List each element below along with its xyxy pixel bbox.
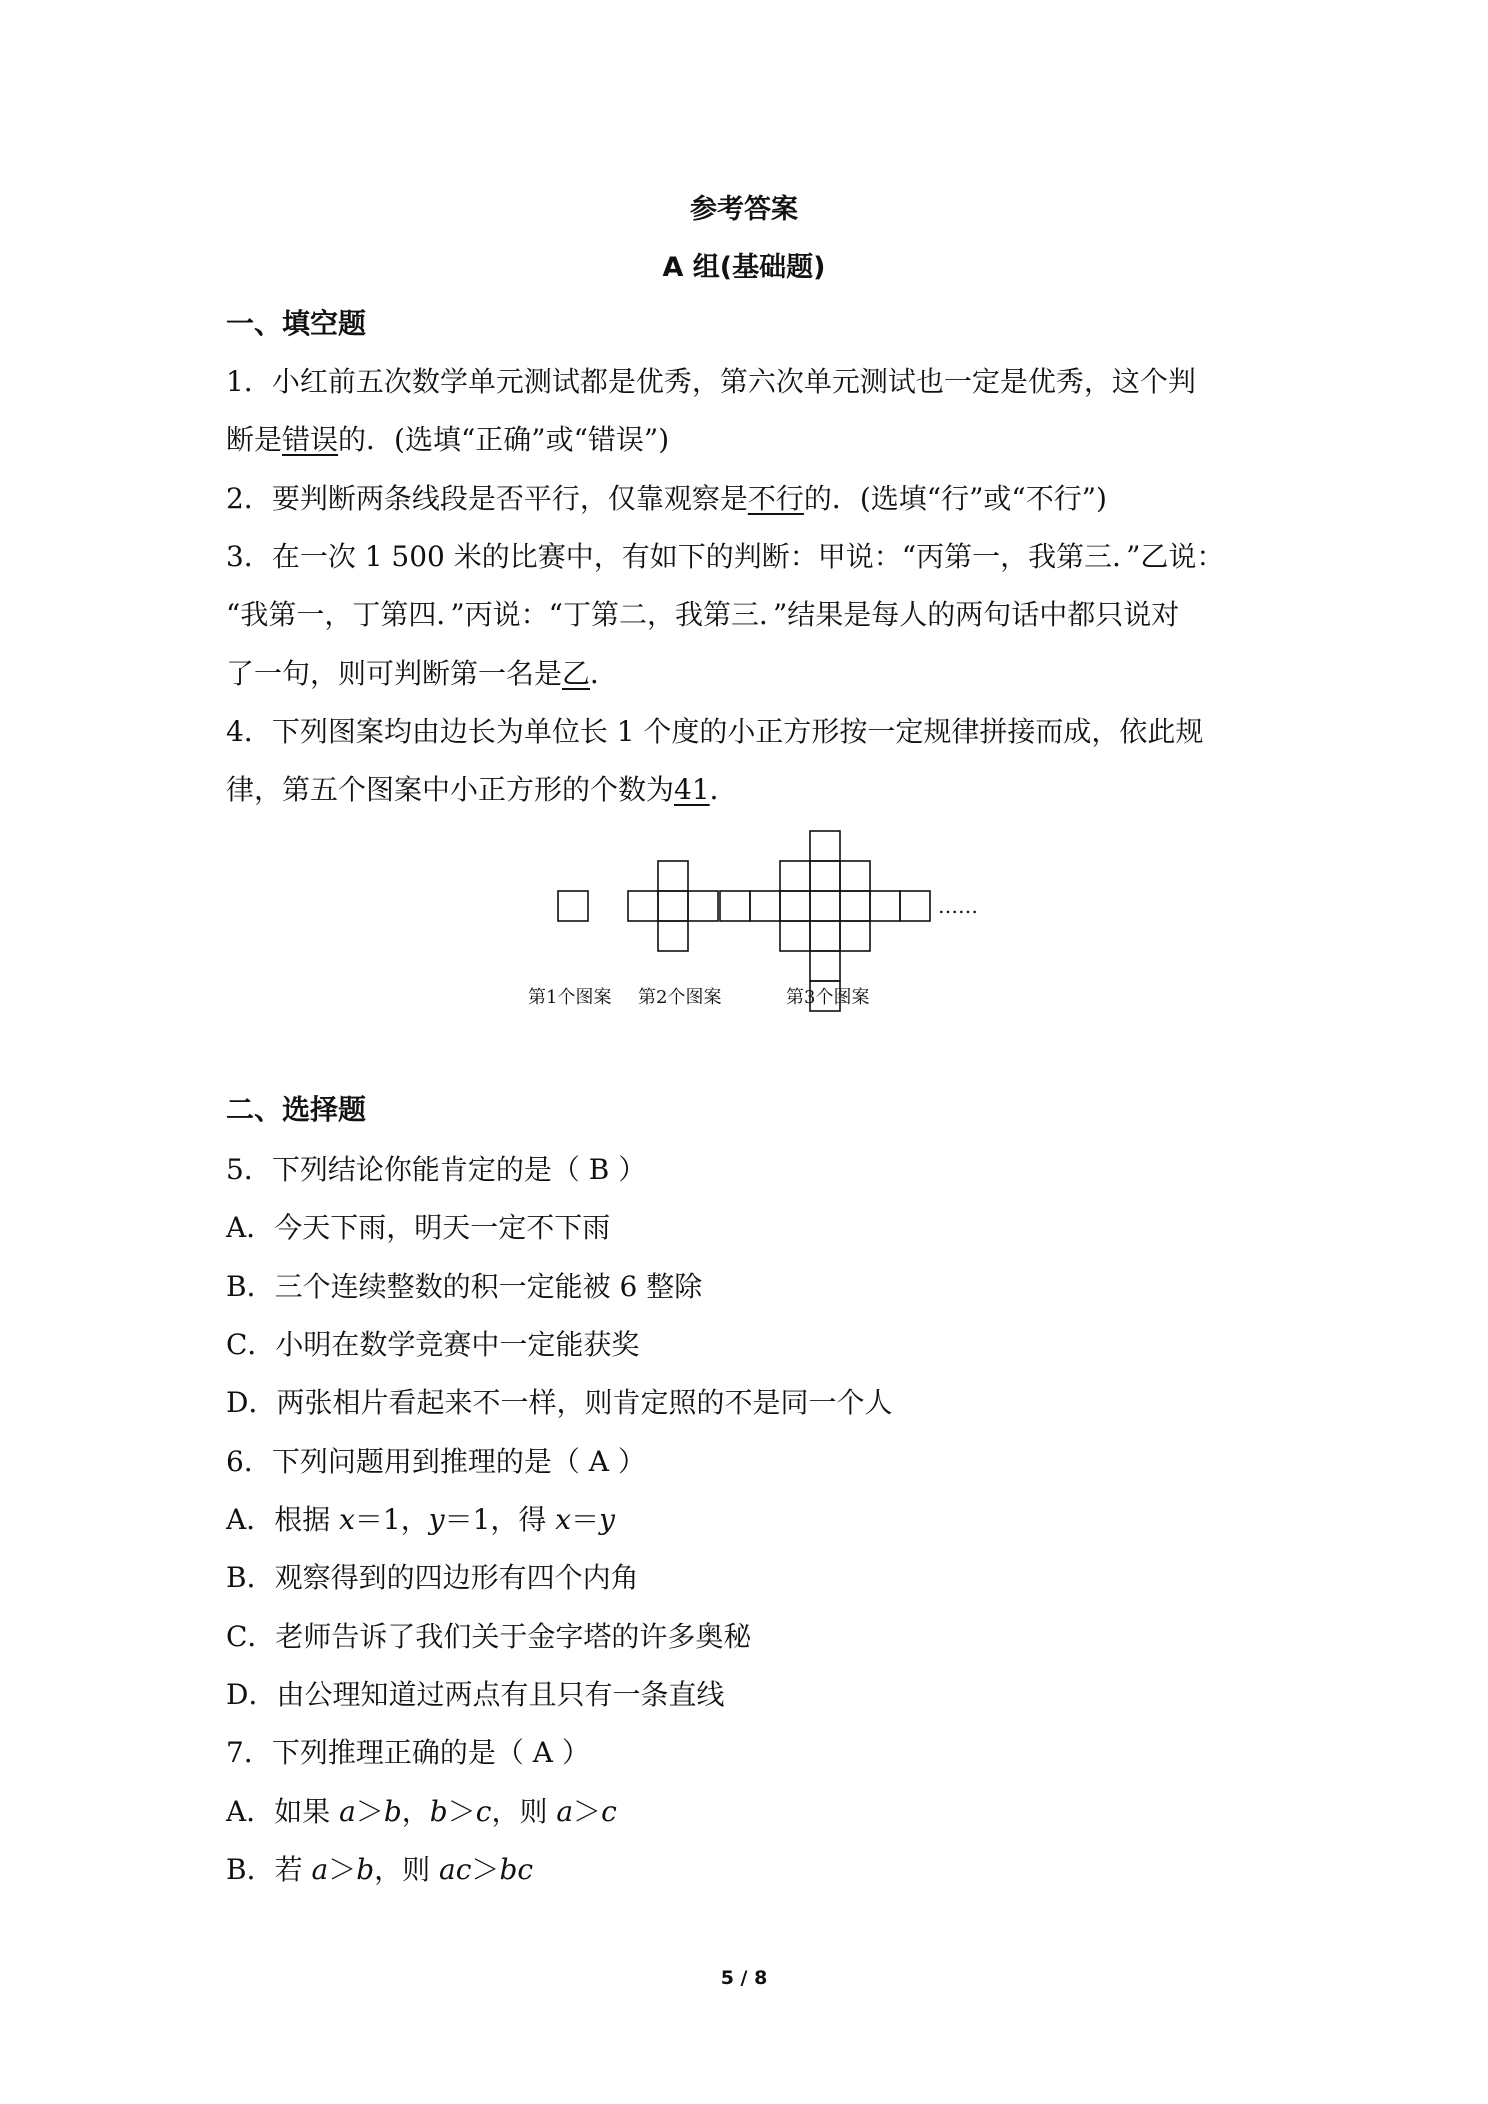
q7-a-gt-2: ＞ [447, 1795, 476, 1828]
q7-stem: 7．下列推理正确的是（ A ） [226, 1736, 590, 1769]
page-title: 参考答案 [690, 194, 798, 225]
q2-answer: 不行 [747, 482, 804, 515]
q6-a-text-1: A．根据 [226, 1503, 340, 1536]
q3-text-pre: 了一句，则可判断第一名是 [226, 657, 563, 690]
q5-option-d: D．两张相片看起来不一样，则肯定照的不是同一个人 [226, 1386, 893, 1419]
q7-a-gt-3: ＞ [573, 1795, 602, 1828]
q7-b-var-ac: ac [439, 1853, 472, 1886]
q3-line-1: 3．在一次 1 500 米的比赛中，有如下的判断：甲说：“丙第一，我第三．”乙说： [226, 540, 1225, 573]
figure-caption-1: 第1个图案 [528, 987, 612, 1008]
section-heading-multiple-choice: 二、选择题 [226, 1093, 367, 1126]
q7-a-then: ，则 [491, 1795, 557, 1828]
q1-text-pre: 断是 [226, 423, 283, 456]
q2-text-post: 的．(选填“行”或“不行”) [803, 482, 1107, 515]
q7-a-var-b2: b [429, 1795, 448, 1828]
q1-answer: 错误 [282, 423, 339, 456]
pattern-3 [720, 831, 930, 1011]
q7-a-var-a: a [339, 1795, 356, 1828]
q5-stem: 5．下列结论你能肯定的是（ B ） [226, 1153, 647, 1186]
page-number: 5 / 8 [720, 1967, 768, 1989]
q7-a-comma: ， [401, 1795, 430, 1828]
pattern-1 [558, 891, 588, 921]
q1-line-2 [226, 420, 669, 460]
q7-b-text-1: B．若 [226, 1853, 312, 1886]
q4-text-pre: 律，第五个图案中小正方形的个数为 [226, 773, 675, 806]
q7-option-a [226, 1792, 617, 1832]
q7-b-gt-1: ＞ [328, 1853, 357, 1886]
q6-a-var-x: x [339, 1503, 355, 1536]
q7-b-var-b: b [356, 1853, 375, 1886]
q2-line [226, 479, 1107, 519]
q7-a-var-c: c [475, 1795, 492, 1828]
q7-a-var-c2: c [601, 1795, 617, 1828]
q3-line-3 [226, 654, 618, 694]
q5-option-c: C．小明在数学竞赛中一定能获奖 [226, 1328, 640, 1361]
q4-text-post: ． [709, 773, 738, 806]
q7-b-var-a: a [311, 1853, 329, 1886]
q6-a-var-y: y [428, 1503, 445, 1536]
q5-option-a: A．今天下雨，明天一定不下雨 [226, 1211, 611, 1244]
q4-line-1: 4．下列图案均由边长为单位长 1 个度的小正方形按一定规律拼接而成，依此规 [226, 715, 1204, 748]
q6-option-d: D．由公理知道过两点有且只有一条直线 [226, 1678, 725, 1711]
q7-b-gt-2: ＞ [471, 1853, 500, 1886]
q6-option-b: B．观察得到的四边形有四个内角 [226, 1561, 639, 1594]
q3-text-post: ． [590, 657, 619, 690]
q4-line-2 [226, 770, 738, 810]
q7-b-then: ，则 [374, 1853, 440, 1886]
q1-line-1: 1．小红前五次数学单元测试都是优秀，第六次单元测试也一定是优秀，这个判 [226, 365, 1196, 398]
group-title: A 组(基础题) [662, 252, 826, 283]
q3-line-2: “我第一，丁第四．”丙说：“丁第二，我第三．”结果是每人的两句话中都只说对 [226, 598, 1180, 631]
q6-a-text-3: ＝1，得 [444, 1503, 556, 1536]
figure-caption-3: 第3个图案 [786, 987, 870, 1008]
q6-stem: 6．下列问题用到推理的是（ A ） [226, 1445, 646, 1478]
q4-answer: 41 [674, 773, 710, 806]
q3-answer: 乙 [562, 657, 591, 690]
q1-text-post: 的．(选填“正确”或“错误”) [338, 423, 670, 456]
q7-b-var-bc: bc [499, 1853, 534, 1886]
q5-option-b: B．三个连续整数的积一定能被 6 整除 [226, 1270, 703, 1303]
q6-option-c: C．老师告诉了我们关于金字塔的许多奥秘 [226, 1620, 752, 1653]
q7-option-b [226, 1850, 533, 1890]
q2-text-pre: 2．要判断两条线段是否平行，仅靠观察是 [226, 482, 748, 515]
q6-a-text-4: ＝ [571, 1503, 600, 1536]
pattern-1-square [558, 891, 588, 921]
q6-option-a [226, 1500, 615, 1540]
q6-a-var-x2: x [555, 1503, 572, 1536]
q7-a-var-b: b [383, 1795, 402, 1828]
q6-a-text-2: ＝1， [354, 1503, 429, 1536]
q7-a-gt-1: ＞ [355, 1795, 384, 1828]
pattern-2 [628, 861, 718, 951]
q7-a-text-1: A．如果 [226, 1795, 340, 1828]
q6-a-var-y2: y [599, 1503, 615, 1536]
pattern-ellipsis: …… [938, 894, 978, 918]
section-heading-fill-blank: 一、填空题 [226, 307, 367, 340]
figure-caption-2: 第2个图案 [638, 987, 722, 1008]
q7-a-var-a2: a [556, 1795, 574, 1828]
